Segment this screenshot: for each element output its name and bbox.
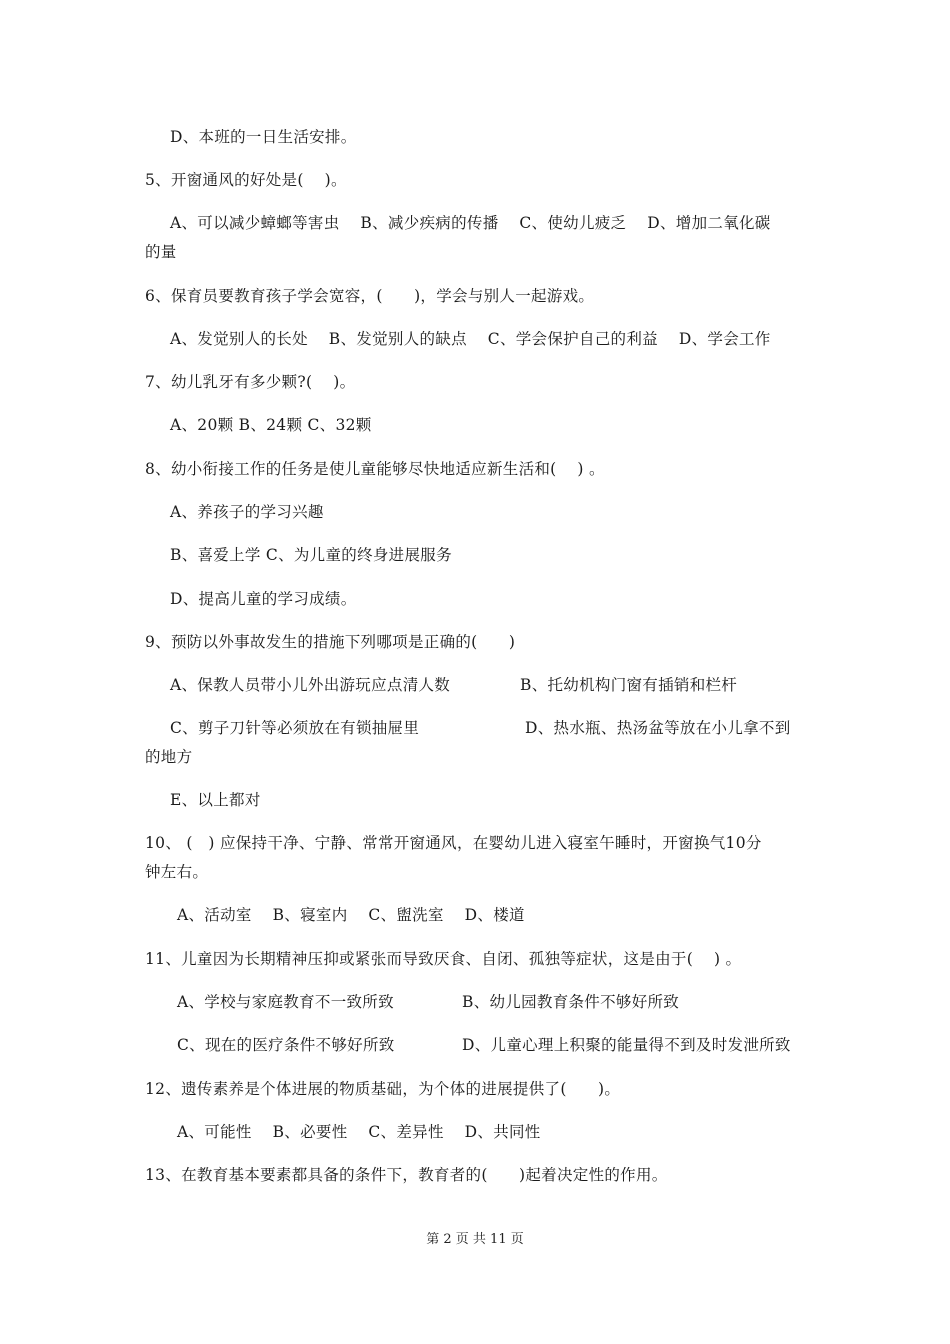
q8-option-bc: B、喜爱上学 C、为儿童的终身进展服务 — [170, 546, 452, 564]
q9-question: 9、预防以外事故发生的措施下列哪项是正确的( ) — [145, 633, 516, 651]
q6-options: A、发觉别人的长处 B、发觉别人的缺点 C、学会保护自己的利益 D、学会工作 — [170, 330, 771, 348]
q11-question: 11、儿童因为长期精神压抑或紧张而导致厌食、自闭、孤独等症状，这是由于( ) 。 — [145, 950, 742, 968]
q7-options: A、20颗 B、24颗 C、32颗 — [170, 416, 372, 434]
q9-option-a: A、保教人员带小儿外出游玩应点清人数 — [170, 676, 451, 694]
q6-question: 6、保育员要教育孩子学会宽容，( )，学会与别人一起游戏。 — [145, 287, 595, 305]
q10-question-continued: 钟左右。 — [145, 863, 209, 881]
q11-option-d: D、儿童心理上积聚的能量得不到及时发泄所致 — [462, 1036, 791, 1054]
q7-question: 7、幼儿乳牙有多少颗?( )。 — [145, 373, 356, 391]
q10-question: 10、 ( ) 应保持干净、宁静、常常开窗通风，在婴幼儿进入寝室午睡时，开窗换气10分 — [145, 834, 762, 852]
q11-option-b: B、幼儿园教育条件不够好所致 — [462, 993, 680, 1011]
q12-options: A、可能性 B、必要性 C、差异性 D、共同性 — [177, 1123, 541, 1141]
q8-question: 8、幼小衔接工作的任务是使儿童能够尽快地适应新生活和( ) 。 — [145, 460, 605, 478]
q8-option-a: A、养孩子的学习兴趣 — [170, 503, 324, 521]
q5-options-continued: 的量 — [145, 243, 177, 261]
q12-question: 12、遗传素养是个体进展的物质基础，为个体的进展提供了( )。 — [145, 1080, 621, 1098]
q11-option-c: C、现在的医疗条件不够好所致 — [177, 1036, 395, 1054]
q5-options: A、可以减少蟑螂等害虫 B、减少疾病的传播 C、使幼儿疲乏 D、增加二氧化碳 — [170, 214, 771, 232]
q13-question: 13、在教育基本要素都具备的条件下，教育者的( )起着决定性的作用。 — [145, 1166, 668, 1184]
q9-option-b: B、托幼机构门窗有插销和栏杆 — [520, 676, 738, 694]
page-footer: 第 2 页 共 11 页 — [426, 1232, 524, 1247]
q9-option-d-continued: 的地方 — [145, 748, 193, 766]
q8-option-d: D、提高儿童的学习成绩。 — [170, 590, 357, 608]
q11-option-a: A、学校与家庭教育不一致所致 — [177, 993, 394, 1011]
q4-option-d: D、本班的一日生活安排。 — [170, 128, 357, 146]
q9-option-e: E、以上都对 — [170, 791, 261, 809]
q9-option-c: C、剪子刀针等必须放在有锁抽屉里 — [170, 719, 420, 737]
q5-question: 5、开窗通风的好处是( )。 — [145, 171, 347, 189]
q10-options: A、活动室 B、寝室内 C、盥洗室 D、楼道 — [177, 906, 525, 924]
q9-option-d: D、热水瓶、热汤盆等放在小儿拿不到 — [525, 719, 791, 737]
